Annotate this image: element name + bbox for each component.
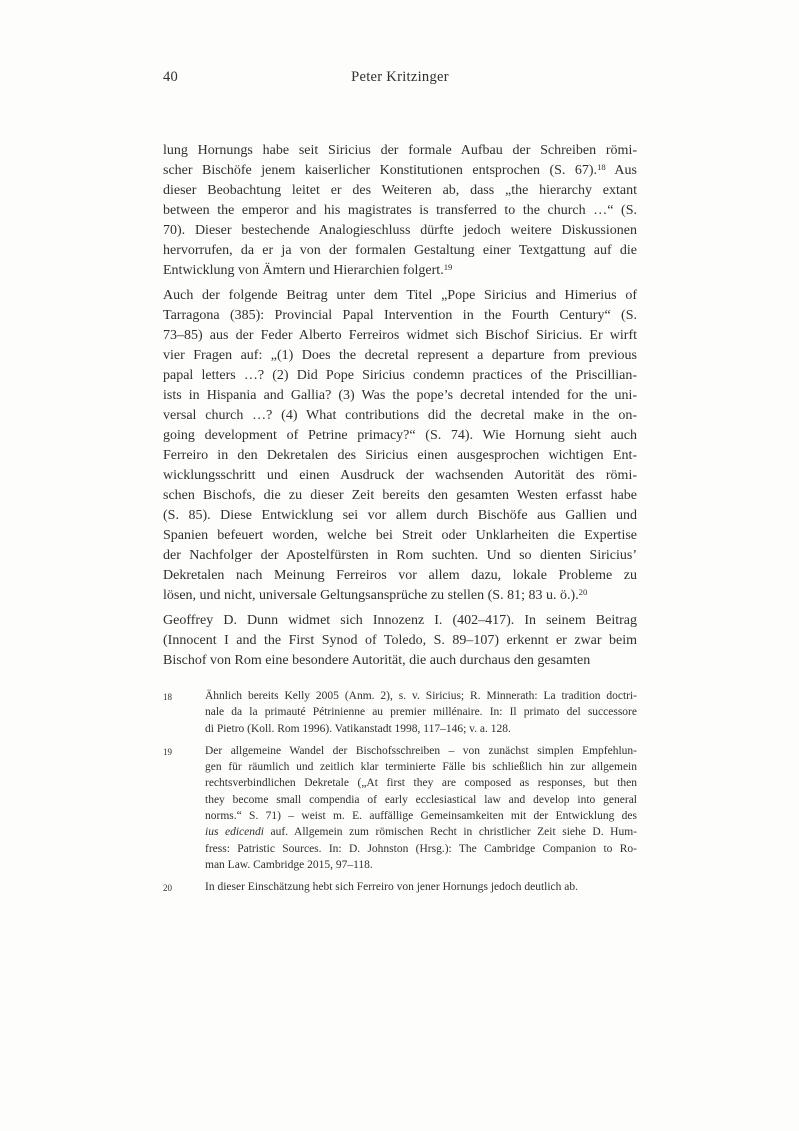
- text-line: hervorrufen, da er ja von der formalen Gestaltung einer Textgattung auf die: [163, 243, 637, 258]
- text-line: ists in Hispania and Gallia? (3) Was the pope’s decretal intended for the uni-: [163, 388, 637, 403]
- text-line: schen Bischofs, die zu dieser Zeit bereits den gesamten Westen erfasst habe: [163, 488, 637, 503]
- text-line: ius edicendi auf. Allgemein zum römischen Recht in christlicher Zeit siehe D. Hum-: [205, 826, 638, 839]
- text-line: (Innocent I and the First Synod of Toledo, S. 89–107) erkennt er zwar beim: [163, 633, 637, 648]
- footnote-marker: 20: [578, 587, 588, 598]
- text-line: gen für räumlich und zeitlich klar terminierte Fälle bis schließlich hin zur allgemein: [205, 761, 637, 774]
- footnote-number: 20: [163, 883, 172, 894]
- footnote-number: 19: [163, 746, 172, 757]
- text-line: lung Hornungs habe seit Siricius der formale Aufbau der Schreiben römi-: [163, 143, 637, 158]
- page-number: 40: [163, 69, 179, 85]
- text-line: vier Fragen auf: „(1) Does the decretal represent a departure from previous: [163, 348, 637, 363]
- paragraph: [163, 611, 637, 671]
- text-line: Entwicklung von Ämtern und Hierarchien folgert.$^{19}$: [163, 262, 453, 278]
- text-line: wicklungsschritt und einen Ausdruck der wachsenden Autorität des römi-: [163, 468, 637, 483]
- text-line: papal letters …? (2) Did Pope Siricius condemn practices of the Priscillian-: [163, 368, 637, 383]
- text-line: norms.“ S. 71) – weist m. E. auffällige Gemeinsamkeiten mit der Entwicklung des: [205, 810, 637, 823]
- footnotes: [163, 688, 637, 896]
- text-line: (S. 85). Diese Entwicklung sei vor allem durch Bischöfe aus Gallien und: [163, 508, 637, 523]
- footnote-marker: 19: [443, 262, 453, 273]
- text-line: dieser Beobachtung leitet er des Weiteren ab, dass „the hierarchy extant: [163, 183, 637, 198]
- footnote: [163, 879, 637, 895]
- text-line: going development of Petrine primacy?“ (S. 74). Wie Hornung sieht auch: [163, 428, 637, 443]
- text-line: between the emperor and his magistrates is transferred to the church …“ (S.: [163, 203, 637, 218]
- text-line: di Pietro (Koll. Rom 1996). Vatikanstadt 1998, 117–146; v. a. 128.: [205, 722, 511, 735]
- running-title: Peter Kritzinger: [351, 69, 449, 85]
- footnote-number: 18: [163, 692, 172, 702]
- footnote: [163, 743, 637, 873]
- body-text: [163, 141, 637, 671]
- text-line: Ferreiro in den Dekretalen des Siricius einen ausgesprochen wichtigen Ent-: [163, 448, 637, 463]
- footnote-marker: 18: [597, 162, 606, 173]
- text-line: fress: Patristic Sources. In: D. Johnston (Hrsg.): The Cambridge Companion to Ro-: [205, 842, 637, 855]
- text-line: scher Bischöfe jenem kaiserlicher Konstitutionen entsprochen (S. 67).$^{18}$ Aus: [163, 162, 637, 178]
- text-line: Spanien befeuert worden, welche bei Streit oder Unklarheiten die Expertise: [163, 528, 637, 543]
- paragraph: [163, 141, 637, 281]
- text-line: Ähnlich bereits Kelly 2005 (Anm. 2), s. v. Siricius; R. Minnerath: La tradition doctri-: [205, 690, 637, 702]
- footnote: [163, 688, 637, 737]
- text-line: Der allgemeine Wandel der Bischofsschreiben – von zunächst simplen Empfehlun-: [205, 744, 637, 757]
- text-line: man Law. Cambridge 2015, 97–118.: [205, 858, 373, 871]
- footnote-text: [205, 688, 637, 737]
- text-line: 70). Dieser bestechende Analogieschluss dürfte jedoch weitere Diskussionen: [163, 223, 637, 238]
- text-line: Auch der folgende Beitrag unter dem Titel „Pope Siricius and Himerius of: [163, 288, 637, 303]
- text-line: 73–85) aus der Feder Alberto Ferreiros widmet sich Bischof Siricius. Er wirft: [163, 328, 637, 343]
- text-line: der Nachfolger der Apostelfürsten in Rom suchten. Und so dienten Siricius’: [163, 548, 637, 563]
- text-line: Geoffrey D. Dunn widmet sich Innozenz I. (402–417). In seinem Beitrag: [163, 613, 637, 628]
- text-line: nale da la primauté Pétrinienne au premier millénaire. In: Il primato del successore: [205, 706, 637, 719]
- text-line: versal church …? (4) What contributions did the decretal make in the on-: [163, 408, 637, 423]
- page-header: [163, 69, 637, 86]
- footnote-text: [205, 743, 637, 873]
- text-line: lösen, und nicht, universale Geltungsansprüche zu stellen (S. 81; 83 u. ö.).$^{20}$: [163, 587, 588, 603]
- text-line: rechtsverbindlichen Dekretale („At first they are composed as responses, but then: [205, 777, 637, 790]
- text-line: Dekretalen nach Meinung Ferreiros vor allem dazu, lokale Probleme zu: [163, 568, 637, 583]
- text-line: In dieser Einschätzung hebt sich Ferreiro von jener Hornungs jedoch deutlich ab.: [205, 881, 578, 894]
- text-line: Tarragona (385): Provincial Papal Intervention in the Fourth Century“ (S.: [163, 308, 637, 323]
- footnote-text: [205, 879, 637, 895]
- text-line: they become small compendia of early ecclesiastical law and develop into general: [205, 793, 637, 806]
- paragraph: [163, 286, 637, 606]
- text-line: Bischof von Rom eine besondere Autorität, die auch durchaus den gesamten: [163, 653, 591, 668]
